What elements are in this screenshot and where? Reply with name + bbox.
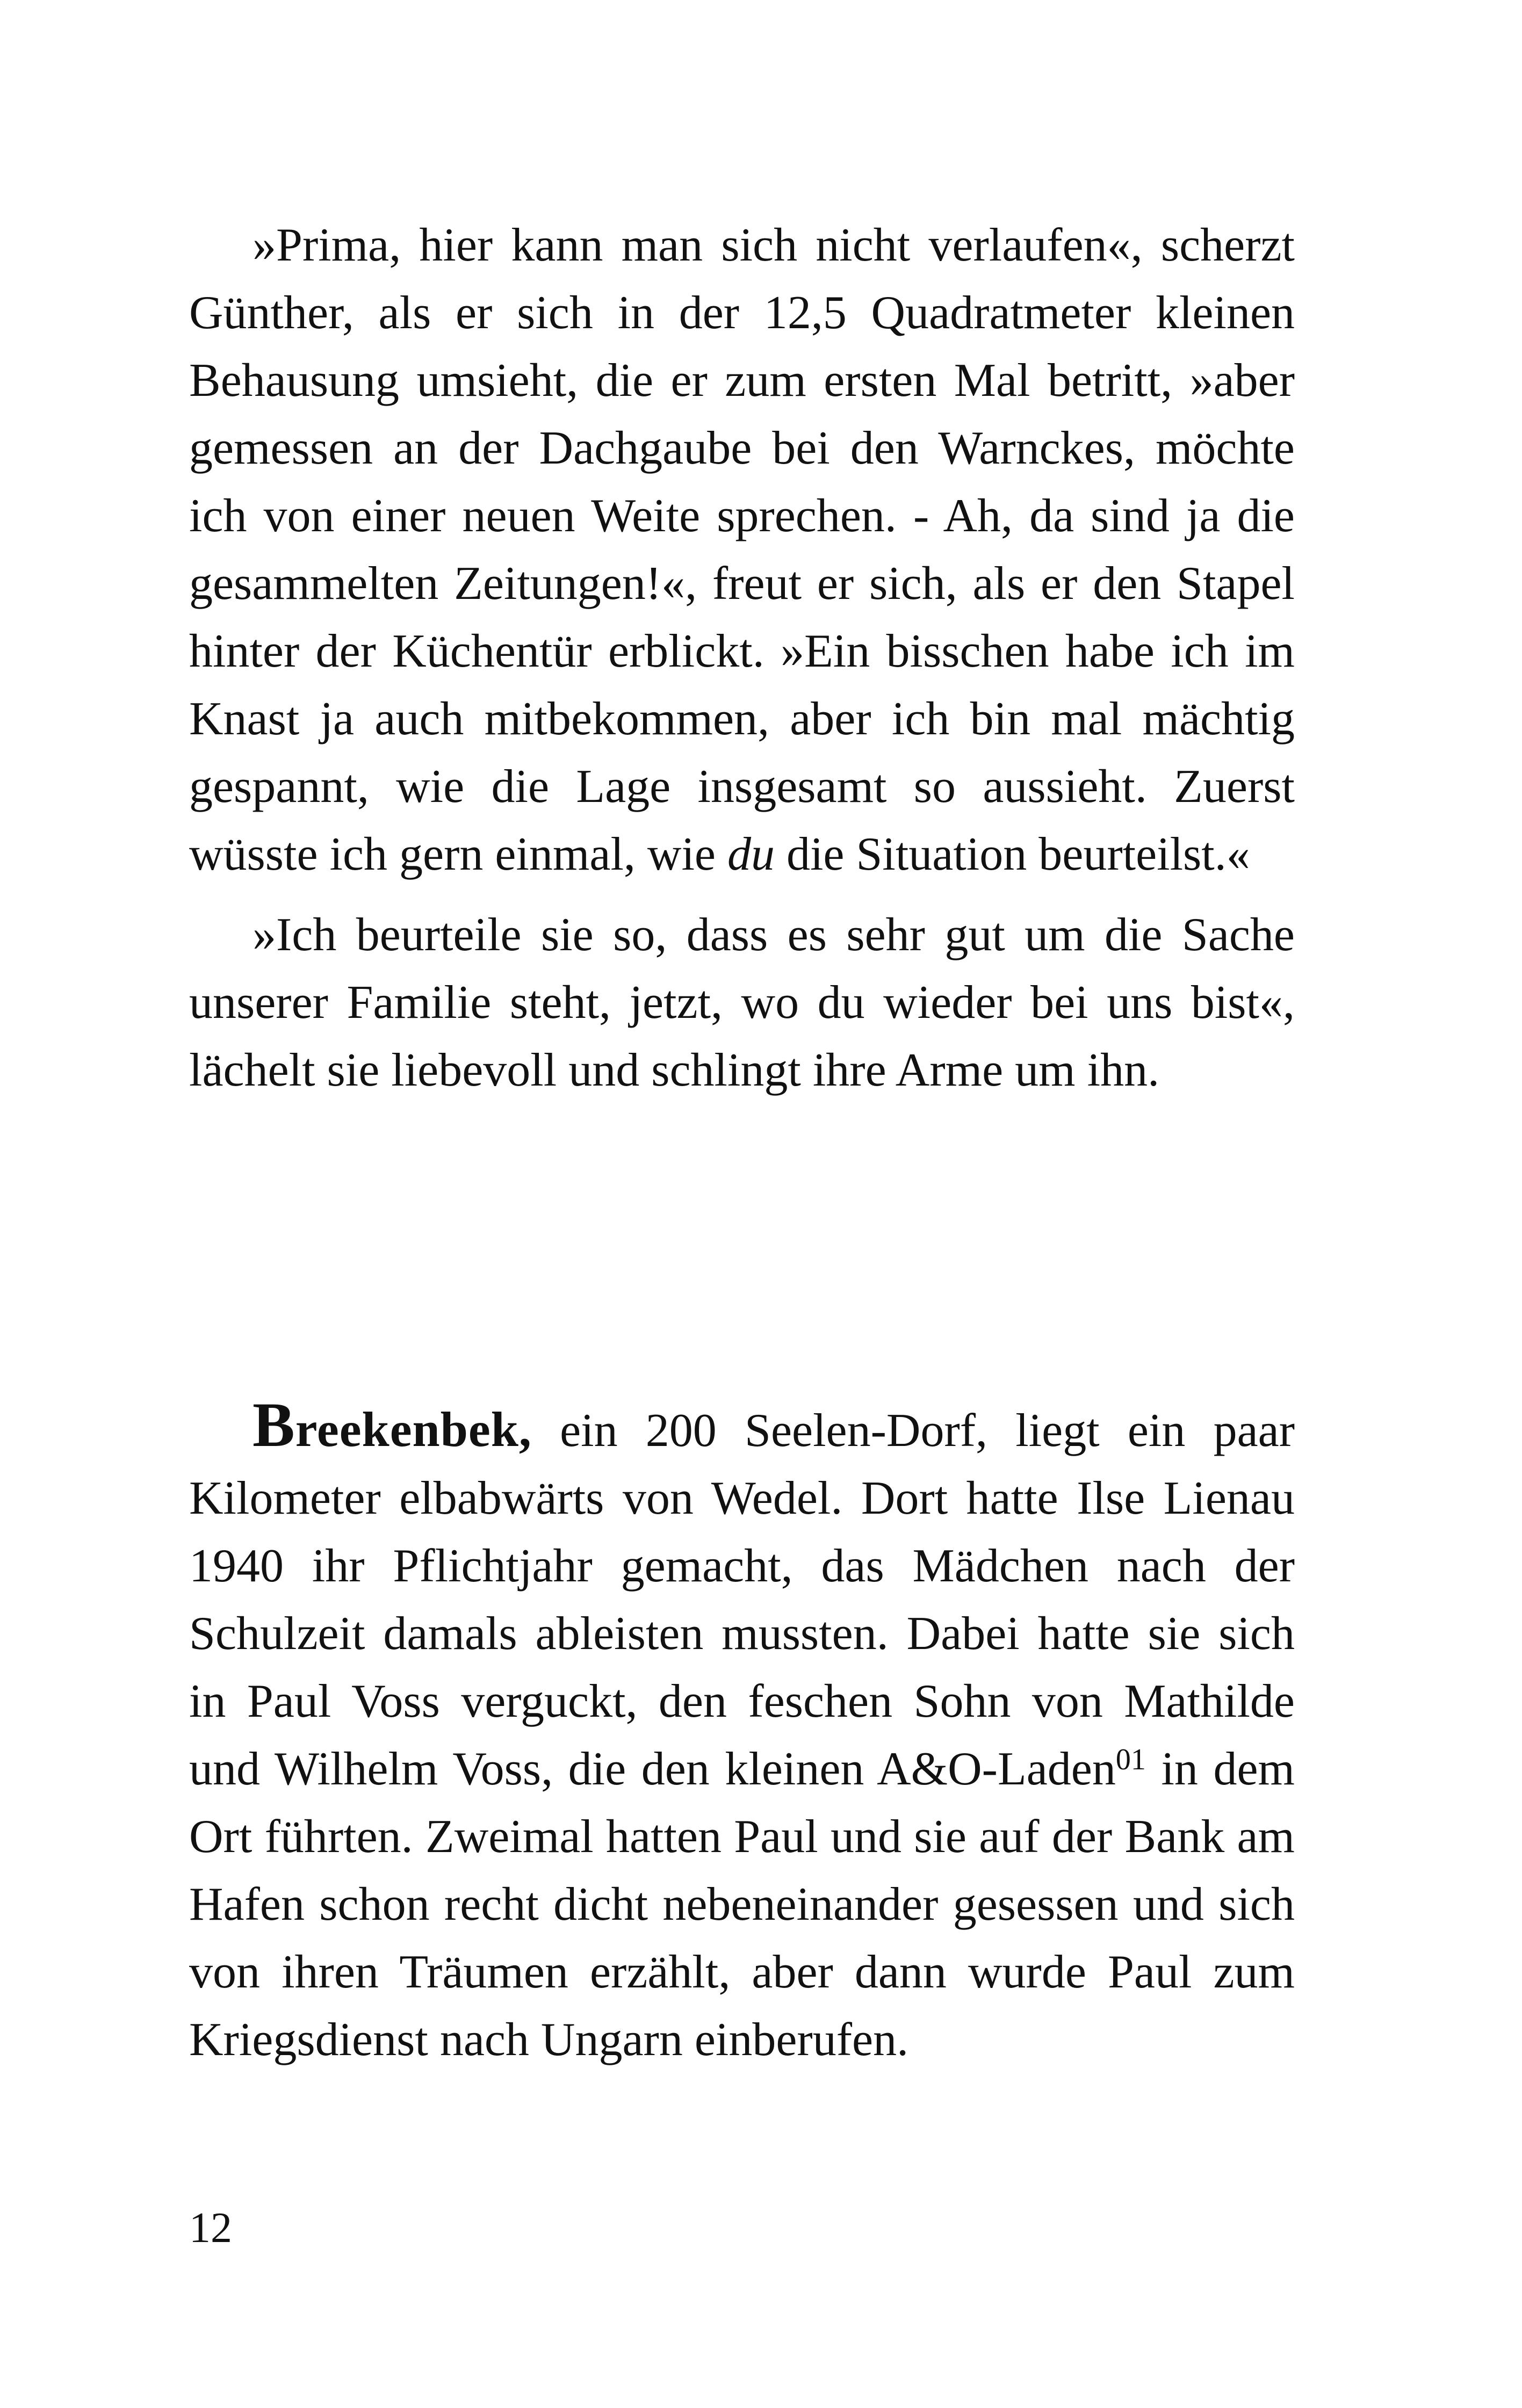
dialogue-section <box>189 212 1295 1104</box>
paragraph-1-text-end: die Situation beurteilst.« <box>774 828 1250 880</box>
section-lead-word <box>253 1390 532 1460</box>
paragraph-3-text: ein 200 Seelen-Dorf, liegt ein paar Kilometer elbabwärts von Wedel. Dort hatte Ilse Lienau 1940 ihr Pflichtjahr gemacht, das Mädchen nach der Schulzeit damals ableisten mussten. Dabei hatte sie sich in Paul Voss verguckt, den feschen Sohn von Mathilde und Wilhelm Voss, die den kleinen A&O-Laden <box>189 1405 1295 1795</box>
paragraph-2: »Ich beurteile sie so, dass es sehr gut um die Sache unserer Familie steht, jetzt, wo du wieder bei uns bist«, lächelt sie liebevoll und schlingt ihre Arme um ihn. <box>189 909 1295 1096</box>
paragraph-3-text-end: in dem Ort führten. Zweimal hatten Paul und sie auf der Bank am Hafen schon recht dicht nebeneinander gesessen und sich von ihren Träumen erzählt, aber dann wurde Paul zum Kriegsdienst nach Ungarn einberufen. <box>189 1743 1295 2066</box>
page-number: 12 <box>189 2204 232 2252</box>
paragraph-1-text: »Prima, hier kann man sich nicht verlaufen«, scherzt Günther, als er sich in der 12,5 Quadratmeter kleinen Behausung umsieht, die er zum ersten Mal betritt, »aber gemessen an der Dachgaube bei den Warnckes, möchte ich von einer neuen Weite sprechen. - Ah, da sind ja die gesammelten Zeitungen!«, freut er sich, als er den Stapel hinter der Küchentür erblickt. »Ein bisschen habe ich im Knast ja auch mitbekommen, aber ich bin mal mächtig gespannt, wie die Lage insgesamt so aussieht. Zuerst wüsste ich gern einmal, wie <box>189 219 1295 880</box>
footnote-reference: 01 <box>1115 1743 1146 1776</box>
paragraph-1-italic: du <box>727 828 775 880</box>
paragraph-1 <box>189 212 1295 888</box>
section-lead-initial: B <box>253 1390 295 1460</box>
paragraph-3 <box>189 1391 1295 2074</box>
section-lead-rest: reekenbek, <box>295 1402 532 1457</box>
narrative-section <box>189 1391 1295 2074</box>
